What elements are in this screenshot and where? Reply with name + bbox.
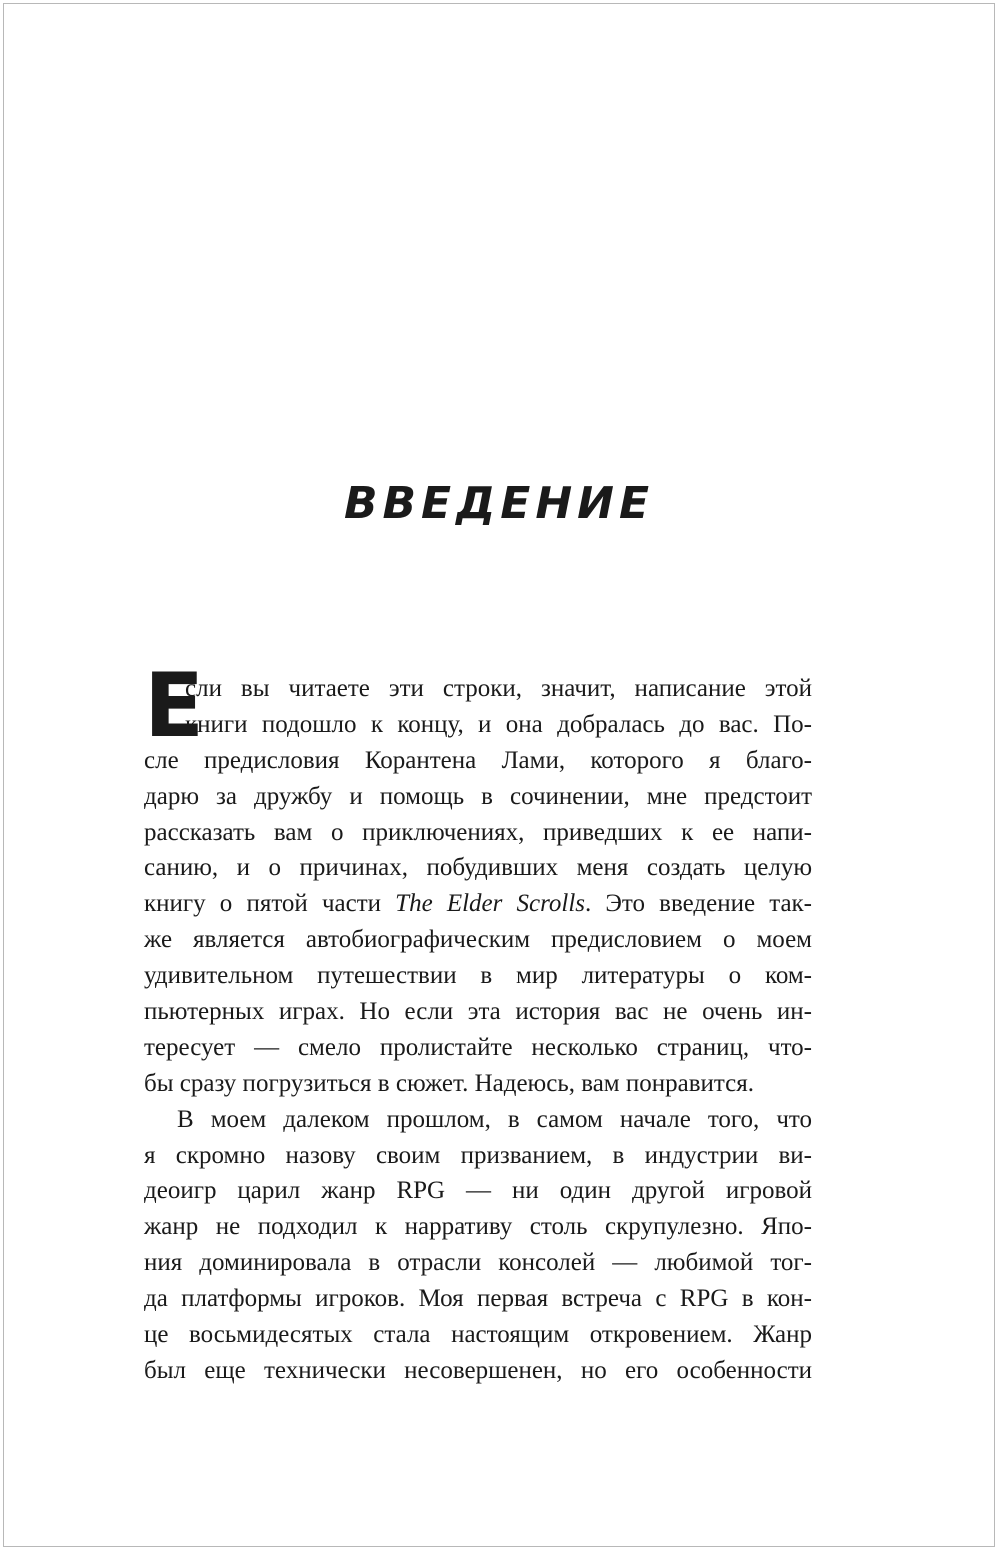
text-fragment: . Это введение так-: [585, 890, 813, 918]
text-line: деоигр царил жанр RPG — ни один другой игровой: [144, 1177, 812, 1205]
book-series-title: The Elder Scrolls: [395, 890, 586, 918]
text-line: удивительном путешествии в мир литературы о ком-: [144, 962, 812, 990]
text-line: же является автобиографическим предисловием о моем: [144, 926, 812, 954]
text-line: дарю за дружбу и помощь в сочинении, мне предстоит: [144, 782, 812, 810]
text-line: рассказать вам о приключениях, приведших к ее напи-: [144, 818, 812, 846]
drop-cap-letter: Е: [144, 654, 205, 757]
text-line: сли вы читаете эти строки, значит, написание этой: [185, 675, 812, 702]
text-line: це восьмидесятых стала настоящим откровением. Жанр: [144, 1321, 812, 1349]
text-line: был еще технически несовершенен, но его особенности: [144, 1356, 812, 1384]
text-line: тересует — смело пролистайте несколько страниц, что-: [144, 1033, 812, 1061]
book-page: [3, 3, 995, 1547]
text-line: жанр не подходил к нарративу столь скрупулезно. Япо-: [144, 1213, 812, 1241]
text-line: В моем далеком прошлом, в самом начале того, что: [177, 1105, 812, 1133]
paragraph-2: [144, 1102, 812, 1389]
text-line: пьютерных играх. Но если эта история вас не очень ин-: [144, 998, 812, 1026]
text-line: ния доминировала в отрасли консолей — любимой тог-: [144, 1249, 812, 1277]
paragraph-1: [144, 654, 813, 1102]
chapter-title: ВВЕДЕНИЕ: [343, 478, 655, 529]
body-text: [144, 654, 813, 1389]
text-line: сле предисловия Корантена Лами, которого я благо-: [144, 746, 812, 774]
text-fragment: книгу о пятой части: [144, 890, 396, 918]
text-line: санию, и о причинах, побудивших меня создать целую: [144, 854, 812, 882]
text-line: книги подошло к концу, и она добралась до вас. По-: [185, 710, 812, 738]
text-line: бы сразу погрузиться в сюжет. Надеюсь, вам понравится.: [144, 1069, 754, 1097]
text-line: я скромно назову своим призванием, в индустрии ви-: [144, 1141, 812, 1169]
text-line: да платформы игроков. Моя первая встреча с RPG в кон-: [144, 1285, 812, 1313]
text-line-with-title: [144, 886, 812, 922]
